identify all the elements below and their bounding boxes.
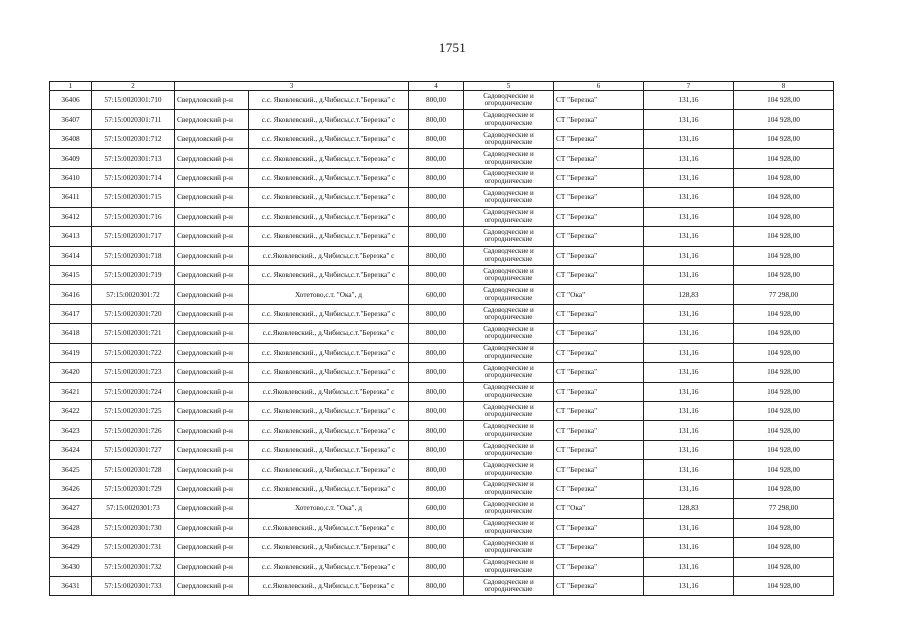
row-index-cell: 36414 — [50, 246, 92, 265]
rate-cell: 131,16 — [644, 207, 734, 226]
land-use-cell: Садоводческие и огороднические — [464, 557, 554, 576]
district-cell: Свердловский р-н — [175, 460, 249, 479]
address-cell: с.с. Яковлевский., д.Чибисы,с.т."Березка" с — [249, 343, 409, 362]
rate-cell: 131,16 — [644, 479, 734, 498]
table-row — [50, 129, 834, 148]
column-number: 3 — [175, 82, 409, 91]
column-number: 7 — [644, 82, 734, 91]
cadastral-number-cell: 57:15:0020301:729 — [92, 479, 175, 498]
row-index-cell: 36413 — [50, 227, 92, 246]
table-row — [50, 518, 834, 537]
land-use-cell: Садоводческие и огороднические — [464, 304, 554, 323]
row-index-cell: 36423 — [50, 421, 92, 440]
rate-cell: 131,16 — [644, 265, 734, 284]
row-index-cell: 36430 — [50, 557, 92, 576]
partnership-cell: СТ "Березка" — [554, 382, 644, 401]
district-cell: Свердловский р-н — [175, 518, 249, 537]
rate-cell: 128,83 — [644, 285, 734, 304]
row-index-cell: 36416 — [50, 285, 92, 304]
rate-cell: 131,16 — [644, 538, 734, 557]
cadastral-number-cell: 57:15:0020301:727 — [92, 440, 175, 459]
cadastral-number-cell: 57:15:0020301:713 — [92, 149, 175, 168]
table-body — [50, 91, 834, 596]
cadastral-number-cell: 57:15:0020301:722 — [92, 343, 175, 362]
row-index-cell: 36412 — [50, 207, 92, 226]
row-index-cell: 36406 — [50, 91, 92, 110]
area-cell: 800,00 — [409, 421, 464, 440]
cadastral-number-cell: 57:15:0020301:712 — [92, 129, 175, 148]
cadastral-number-cell: 57:15:0020301:718 — [92, 246, 175, 265]
area-cell: 800,00 — [409, 149, 464, 168]
cadastral-value-cell: 104 928,00 — [734, 538, 834, 557]
land-use-cell: Садоводческие и огороднические — [464, 402, 554, 421]
area-cell: 800,00 — [409, 402, 464, 421]
district-cell: Свердловский р-н — [175, 168, 249, 187]
district-cell: Свердловский р-н — [175, 440, 249, 459]
partnership-cell: СТ "Березка" — [554, 538, 644, 557]
address-cell: с.с. Яковлевский., д.Чибисы,с.т."Березка" с — [249, 440, 409, 459]
district-cell: Свердловский р-н — [175, 343, 249, 362]
row-index-cell: 36431 — [50, 576, 92, 595]
cadastral-number-cell: 57:15:0020301:714 — [92, 168, 175, 187]
cadastral-value-cell: 104 928,00 — [734, 479, 834, 498]
cadastral-number-cell: 57:15:0020301:717 — [92, 227, 175, 246]
cadastral-number-cell: 57:15:0020301:719 — [92, 265, 175, 284]
table-header — [50, 82, 834, 91]
table-row — [50, 227, 834, 246]
row-index-cell: 36410 — [50, 168, 92, 187]
area-cell: 800,00 — [409, 557, 464, 576]
rate-cell: 131,16 — [644, 304, 734, 323]
table-row — [50, 557, 834, 576]
partnership-cell: СТ "Березка" — [554, 343, 644, 362]
row-index-cell: 36422 — [50, 402, 92, 421]
rate-cell: 131,16 — [644, 382, 734, 401]
rate-cell: 131,16 — [644, 343, 734, 362]
rate-cell: 131,16 — [644, 110, 734, 129]
land-use-cell: Садоводческие и огороднические — [464, 382, 554, 401]
cadastral-value-cell: 77 298,00 — [734, 285, 834, 304]
land-use-cell: Садоводческие и огороднические — [464, 285, 554, 304]
table-row — [50, 91, 834, 110]
row-index-cell: 36407 — [50, 110, 92, 129]
table-row — [50, 188, 834, 207]
area-cell: 800,00 — [409, 207, 464, 226]
rate-cell: 131,16 — [644, 129, 734, 148]
table-row — [50, 207, 834, 226]
address-cell: Хотетово,с.т. "Ока", д — [249, 285, 409, 304]
address-cell: с.с. Яковлевский., д.Чибисы,с.т."Березка" с — [249, 402, 409, 421]
cadastral-value-cell: 104 928,00 — [734, 382, 834, 401]
address-cell: с.с. Яковлевский., д.Чибисы,с.т."Березка" с — [249, 460, 409, 479]
cadastral-number-cell: 57:15:0020301:724 — [92, 382, 175, 401]
table-row — [50, 285, 834, 304]
row-index-cell: 36427 — [50, 499, 92, 518]
address-cell: с.с. Яковлевский., д.Чибисы,с.т."Березка" с — [249, 304, 409, 323]
partnership-cell: СТ "Березка" — [554, 91, 644, 110]
address-cell: с.с.Яковлевский., д.Чибисы,с.т."Березка" с — [249, 518, 409, 537]
cadastral-value-cell: 104 928,00 — [734, 110, 834, 129]
rate-cell: 131,16 — [644, 440, 734, 459]
address-cell: с.с. Яковлевский., д.Чибисы,с.т."Березка" с — [249, 188, 409, 207]
address-cell: с.с. Яковлевский., д.Чибисы,с.т."Березка" с — [249, 207, 409, 226]
cadastral-number-cell: 57:15:0020301:73 — [92, 499, 175, 518]
district-cell: Свердловский р-н — [175, 188, 249, 207]
rate-cell: 131,16 — [644, 188, 734, 207]
cadastral-value-cell: 104 928,00 — [734, 91, 834, 110]
row-index-cell: 36411 — [50, 188, 92, 207]
column-number: 2 — [92, 82, 175, 91]
cadastral-value-cell: 104 928,00 — [734, 363, 834, 382]
column-number: 6 — [554, 82, 644, 91]
rate-cell: 131,16 — [644, 91, 734, 110]
row-index-cell: 36421 — [50, 382, 92, 401]
district-cell: Свердловский р-н — [175, 402, 249, 421]
land-use-cell: Садоводческие и огороднические — [464, 188, 554, 207]
address-cell: с.с.Яковлевский., д.Чибисы,с.т."Березка" с — [249, 246, 409, 265]
partnership-cell: СТ "Березка" — [554, 207, 644, 226]
area-cell: 800,00 — [409, 246, 464, 265]
area-cell: 800,00 — [409, 576, 464, 595]
cadastral-value-cell: 104 928,00 — [734, 440, 834, 459]
cadastral-value-cell: 104 928,00 — [734, 421, 834, 440]
cadastral-value-cell: 104 928,00 — [734, 207, 834, 226]
table-row — [50, 460, 834, 479]
district-cell: Свердловский р-н — [175, 538, 249, 557]
row-index-cell: 36418 — [50, 324, 92, 343]
partnership-cell: СТ "Березка" — [554, 324, 644, 343]
cadastral-value-cell: 104 928,00 — [734, 149, 834, 168]
partnership-cell: СТ "Березка" — [554, 110, 644, 129]
area-cell: 800,00 — [409, 343, 464, 362]
table-row — [50, 168, 834, 187]
cadastral-number-cell: 57:15:0020301:710 — [92, 91, 175, 110]
partnership-cell: СТ "Березка" — [554, 557, 644, 576]
table-row — [50, 343, 834, 362]
partnership-cell: СТ "Ока" — [554, 499, 644, 518]
address-cell: с.с. Яковлевский., д.Чибисы,с.т."Березка" с — [249, 149, 409, 168]
partnership-cell: СТ "Березка" — [554, 402, 644, 421]
area-cell: 800,00 — [409, 91, 464, 110]
partnership-cell: СТ "Березка" — [554, 363, 644, 382]
land-use-cell: Садоводческие и огороднические — [464, 129, 554, 148]
cadastral-value-cell: 104 928,00 — [734, 324, 834, 343]
address-cell: с.с. Яковлевский., д.Чибисы,с.т."Березка" с — [249, 363, 409, 382]
area-cell: 800,00 — [409, 440, 464, 459]
cadastral-number-cell: 57:15:0020301:728 — [92, 460, 175, 479]
rate-cell: 128,83 — [644, 499, 734, 518]
table-row — [50, 576, 834, 595]
land-use-cell: Садоводческие и огороднические — [464, 518, 554, 537]
district-cell: Свердловский р-н — [175, 246, 249, 265]
column-number: 4 — [409, 82, 464, 91]
address-cell: с.с. Яковлевский., д.Чибисы,с.т."Березка" с — [249, 91, 409, 110]
partnership-cell: СТ "Березка" — [554, 421, 644, 440]
cadastral-value-cell: 104 928,00 — [734, 168, 834, 187]
area-cell: 800,00 — [409, 110, 464, 129]
district-cell: Свердловский р-н — [175, 304, 249, 323]
cadastral-value-cell: 104 928,00 — [734, 460, 834, 479]
table-row — [50, 304, 834, 323]
rate-cell: 131,16 — [644, 363, 734, 382]
address-cell: с.с. Яковлевский., д.Чибисы,с.т."Березка" с — [249, 265, 409, 284]
table-row — [50, 538, 834, 557]
column-number: 5 — [464, 82, 554, 91]
cadastral-value-cell: 104 928,00 — [734, 343, 834, 362]
cadastral-value-cell: 104 928,00 — [734, 304, 834, 323]
table-row — [50, 149, 834, 168]
cadastral-number-cell: 57:15:0020301:721 — [92, 324, 175, 343]
partnership-cell: СТ "Березка" — [554, 246, 644, 265]
partnership-cell: СТ "Березка" — [554, 304, 644, 323]
rate-cell: 131,16 — [644, 402, 734, 421]
district-cell: Свердловский р-н — [175, 227, 249, 246]
rate-cell: 131,16 — [644, 324, 734, 343]
address-cell: с.с.Яковлевский., д.Чибисы,с.т."Березка" с — [249, 382, 409, 401]
table-row — [50, 324, 834, 343]
partnership-cell: СТ "Березка" — [554, 460, 644, 479]
cadastral-number-cell: 57:15:0020301:725 — [92, 402, 175, 421]
table-row — [50, 265, 834, 284]
cadastral-value-cell: 104 928,00 — [734, 576, 834, 595]
cadastral-number-cell: 57:15:0020301:730 — [92, 518, 175, 537]
cadastral-number-cell: 57:15:0020301:720 — [92, 304, 175, 323]
district-cell: Свердловский р-н — [175, 265, 249, 284]
area-cell: 800,00 — [409, 382, 464, 401]
area-cell: 800,00 — [409, 363, 464, 382]
row-index-cell: 36408 — [50, 129, 92, 148]
land-use-cell: Садоводческие и огороднические — [464, 479, 554, 498]
land-use-cell: Садоводческие и огороднические — [464, 363, 554, 382]
land-use-cell: Садоводческие и огороднические — [464, 421, 554, 440]
partnership-cell: СТ "Березка" — [554, 440, 644, 459]
row-index-cell: 36424 — [50, 440, 92, 459]
land-use-cell: Садоводческие и огороднические — [464, 91, 554, 110]
row-index-cell: 36425 — [50, 460, 92, 479]
district-cell: Свердловский р-н — [175, 324, 249, 343]
rate-cell: 131,16 — [644, 168, 734, 187]
address-cell: с.с. Яковлевский., д.Чибисы,с.т."Березка" с — [249, 129, 409, 148]
address-cell: с.с.Яковлевский., д.Чибисы,с.т."Березка" с — [249, 576, 409, 595]
district-cell: Свердловский р-н — [175, 285, 249, 304]
cadastral-number-cell: 57:15:0020301:726 — [92, 421, 175, 440]
cadastral-value-cell: 104 928,00 — [734, 402, 834, 421]
rate-cell: 131,16 — [644, 460, 734, 479]
district-cell: Свердловский р-н — [175, 110, 249, 129]
page-number: 1751 — [438, 40, 467, 55]
area-cell: 800,00 — [409, 518, 464, 537]
address-cell: с.с. Яковлевский., д.Чибисы,с.т."Березка" с — [249, 538, 409, 557]
district-cell: Свердловский р-н — [175, 149, 249, 168]
partnership-cell: СТ "Березка" — [554, 518, 644, 537]
table-row — [50, 382, 834, 401]
row-index-cell: 36429 — [50, 538, 92, 557]
address-cell: с.с. Яковлевский., д.Чибисы,с.т."Березка" с — [249, 421, 409, 440]
address-cell: с.с. Яковлевский., д.Чибисы,с.т."Березка" с — [249, 479, 409, 498]
area-cell: 800,00 — [409, 188, 464, 207]
partnership-cell: СТ "Березка" — [554, 479, 644, 498]
rate-cell: 131,16 — [644, 227, 734, 246]
cadastral-number-cell: 57:15:0020301:731 — [92, 538, 175, 557]
rate-cell: 131,16 — [644, 246, 734, 265]
address-cell: с.с.Яковлевский., д.Чибисы,с.т."Березка" с — [249, 324, 409, 343]
cadastral-number-cell: 57:15:0020301:723 — [92, 363, 175, 382]
cadastral-value-cell: 104 928,00 — [734, 518, 834, 537]
partnership-cell: СТ "Березка" — [554, 168, 644, 187]
table-row — [50, 421, 834, 440]
table-row — [50, 246, 834, 265]
partnership-cell: СТ "Березка" — [554, 576, 644, 595]
area-cell: 800,00 — [409, 324, 464, 343]
cadastral-number-cell: 57:15:0020301:715 — [92, 188, 175, 207]
land-use-cell: Садоводческие и огороднические — [464, 538, 554, 557]
district-cell: Свердловский р-н — [175, 207, 249, 226]
land-use-cell: Садоводческие и огороднические — [464, 149, 554, 168]
row-index-cell: 36428 — [50, 518, 92, 537]
cadastral-value-cell: 77 298,00 — [734, 499, 834, 518]
area-cell: 800,00 — [409, 304, 464, 323]
land-use-cell: Садоводческие и огороднические — [464, 324, 554, 343]
column-number: 8 — [734, 82, 834, 91]
cadastral-number-cell: 57:15:0020301:716 — [92, 207, 175, 226]
area-cell: 600,00 — [409, 285, 464, 304]
rate-cell: 131,16 — [644, 518, 734, 537]
district-cell: Свердловский р-н — [175, 576, 249, 595]
land-use-cell: Садоводческие и огороднические — [464, 460, 554, 479]
land-use-cell: Садоводческие и огороднические — [464, 576, 554, 595]
cadastral-value-cell: 104 928,00 — [734, 129, 834, 148]
address-cell: с.с. Яковлевский., д.Чибисы,с.т."Березка" с — [249, 110, 409, 129]
district-cell: Свердловский р-н — [175, 91, 249, 110]
cadastral-registry-table — [49, 81, 834, 596]
land-use-cell: Садоводческие и огороднические — [464, 440, 554, 459]
column-number: 1 — [50, 82, 92, 91]
district-cell: Свердловский р-н — [175, 421, 249, 440]
district-cell: Свердловский р-н — [175, 363, 249, 382]
land-use-cell: Садоводческие и огороднические — [464, 168, 554, 187]
cadastral-number-cell: 57:15:0020301:732 — [92, 557, 175, 576]
rate-cell: 131,16 — [644, 576, 734, 595]
rate-cell: 131,16 — [644, 421, 734, 440]
address-cell: с.с. Яковлевский., д.Чибисы,с.т."Березка" с — [249, 168, 409, 187]
district-cell: Свердловский р-н — [175, 557, 249, 576]
address-cell: с.с. Яковлевский., д.Чибисы,с.т."Березка" с — [249, 227, 409, 246]
row-index-cell: 36417 — [50, 304, 92, 323]
land-use-cell: Садоводческие и огороднические — [464, 343, 554, 362]
rate-cell: 131,16 — [644, 557, 734, 576]
district-cell: Свердловский р-н — [175, 382, 249, 401]
land-use-cell: Садоводческие и огороднические — [464, 227, 554, 246]
table-row — [50, 363, 834, 382]
row-index-cell: 36409 — [50, 149, 92, 168]
column-number-row — [50, 82, 834, 91]
land-use-cell: Садоводческие и огороднические — [464, 499, 554, 518]
row-index-cell: 36426 — [50, 479, 92, 498]
partnership-cell: СТ "Березка" — [554, 265, 644, 284]
partnership-cell: СТ "Ока" — [554, 285, 644, 304]
row-index-cell: 36420 — [50, 363, 92, 382]
partnership-cell: СТ "Березка" — [554, 188, 644, 207]
area-cell: 800,00 — [409, 129, 464, 148]
area-cell: 800,00 — [409, 227, 464, 246]
table-row — [50, 499, 834, 518]
partnership-cell: СТ "Березка" — [554, 129, 644, 148]
address-cell: с.с. Яковлевский., д.Чибисы,с.т."Березка" с — [249, 557, 409, 576]
row-index-cell: 36419 — [50, 343, 92, 362]
cadastral-value-cell: 104 928,00 — [734, 188, 834, 207]
table-row — [50, 479, 834, 498]
cadastral-value-cell: 104 928,00 — [734, 227, 834, 246]
area-cell: 600,00 — [409, 499, 464, 518]
cadastral-value-cell: 104 928,00 — [734, 557, 834, 576]
land-use-cell: Садоводческие и огороднические — [464, 110, 554, 129]
area-cell: 800,00 — [409, 460, 464, 479]
partnership-cell: СТ "Березка" — [554, 227, 644, 246]
cadastral-number-cell: 57:15:0020301:72 — [92, 285, 175, 304]
district-cell: Свердловский р-н — [175, 479, 249, 498]
cadastral-number-cell: 57:15:0020301:711 — [92, 110, 175, 129]
land-use-cell: Садоводческие и огороднические — [464, 246, 554, 265]
address-cell: Хотетово,с.т. "Ока", д — [249, 499, 409, 518]
row-index-cell: 36415 — [50, 265, 92, 284]
district-cell: Свердловский р-н — [175, 129, 249, 148]
cadastral-value-cell: 104 928,00 — [734, 265, 834, 284]
table-row — [50, 110, 834, 129]
partnership-cell: СТ "Березка" — [554, 149, 644, 168]
area-cell: 800,00 — [409, 479, 464, 498]
rate-cell: 131,16 — [644, 149, 734, 168]
land-use-cell: Садоводческие и огороднические — [464, 265, 554, 284]
district-cell: Свердловский р-н — [175, 499, 249, 518]
land-use-cell: Садоводческие и огороднические — [464, 207, 554, 226]
cadastral-number-cell: 57:15:0020301:733 — [92, 576, 175, 595]
area-cell: 800,00 — [409, 265, 464, 284]
table-row — [50, 402, 834, 421]
area-cell: 800,00 — [409, 168, 464, 187]
table-row — [50, 440, 834, 459]
area-cell: 800,00 — [409, 538, 464, 557]
cadastral-value-cell: 104 928,00 — [734, 246, 834, 265]
